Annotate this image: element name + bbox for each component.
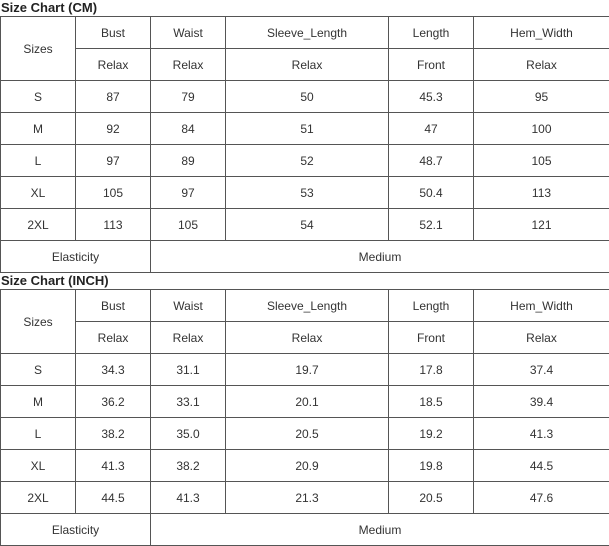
subheader-cell: Front bbox=[389, 322, 474, 354]
subheader-cell: Relax bbox=[474, 49, 609, 81]
elasticity-value: Medium bbox=[151, 241, 609, 273]
column-header-bust: Bust bbox=[76, 17, 151, 49]
table-cell: 79 bbox=[151, 81, 226, 113]
elasticity-value: Medium bbox=[151, 514, 609, 546]
column-header-bust: Bust bbox=[76, 290, 151, 322]
table-cell: 41.3 bbox=[76, 450, 151, 482]
column-header-waist: Waist bbox=[151, 17, 226, 49]
column-header-length: Length bbox=[389, 17, 474, 49]
table-cell: 31.1 bbox=[151, 354, 226, 386]
table-cell: 113 bbox=[76, 209, 151, 241]
table-cell: 54 bbox=[226, 209, 389, 241]
table-cell: 89 bbox=[151, 145, 226, 177]
subheader-cell: Front bbox=[389, 49, 474, 81]
column-header-length: Length bbox=[389, 290, 474, 322]
table-cell: 52.1 bbox=[389, 209, 474, 241]
table-cell: 52 bbox=[226, 145, 389, 177]
table-cell: 21.3 bbox=[226, 482, 389, 514]
table-cell: 34.3 bbox=[76, 354, 151, 386]
table-cell: 19.7 bbox=[226, 354, 389, 386]
table-cell: 87 bbox=[76, 81, 151, 113]
table-cell: 38.2 bbox=[76, 418, 151, 450]
sizes-header: Sizes bbox=[1, 290, 76, 354]
subheader-row bbox=[1, 322, 609, 354]
table-row bbox=[1, 386, 609, 418]
table-row bbox=[1, 354, 609, 386]
table-cell: 105 bbox=[474, 145, 609, 177]
table-cell: 105 bbox=[76, 177, 151, 209]
table-cell: 33.1 bbox=[151, 386, 226, 418]
table-cell: 17.8 bbox=[389, 354, 474, 386]
table-row bbox=[1, 482, 609, 514]
cm-size-table bbox=[0, 16, 609, 273]
size-label-cell: XL bbox=[1, 177, 76, 209]
table-cell: 47 bbox=[389, 113, 474, 145]
subheader-cell: Relax bbox=[151, 49, 226, 81]
table-cell: 20.5 bbox=[389, 482, 474, 514]
table-row bbox=[1, 209, 609, 241]
size-label-cell: S bbox=[1, 81, 76, 113]
table-cell: 97 bbox=[76, 145, 151, 177]
column-header-waist: Waist bbox=[151, 290, 226, 322]
header-row bbox=[1, 290, 609, 322]
table-cell: 35.0 bbox=[151, 418, 226, 450]
table-cell: 47.6 bbox=[474, 482, 609, 514]
size-label-cell: L bbox=[1, 145, 76, 177]
subheader-cell: Relax bbox=[474, 322, 609, 354]
size-label-cell: XL bbox=[1, 450, 76, 482]
table-cell: 92 bbox=[76, 113, 151, 145]
cm-chart-title: Size Chart (CM) bbox=[1, 0, 98, 15]
table-row bbox=[1, 81, 609, 113]
column-header-sleeve-length: Sleeve_Length bbox=[226, 290, 389, 322]
subheader-row bbox=[1, 49, 609, 81]
subheader-cell: Relax bbox=[76, 49, 151, 81]
table-cell: 44.5 bbox=[474, 450, 609, 482]
table-cell: 113 bbox=[474, 177, 609, 209]
table-cell: 48.7 bbox=[389, 145, 474, 177]
table-cell: 84 bbox=[151, 113, 226, 145]
table-cell: 19.8 bbox=[389, 450, 474, 482]
table-cell: 53 bbox=[226, 177, 389, 209]
size-label-cell: L bbox=[1, 418, 76, 450]
table-cell: 20.9 bbox=[226, 450, 389, 482]
subheader-cell: Relax bbox=[76, 322, 151, 354]
column-header-hem-width: Hem_Width bbox=[474, 290, 609, 322]
table-row bbox=[1, 145, 609, 177]
subheader-cell: Relax bbox=[226, 49, 389, 81]
table-cell: 41.3 bbox=[151, 482, 226, 514]
table-cell: 97 bbox=[151, 177, 226, 209]
table-cell: 121 bbox=[474, 209, 609, 241]
table-cell: 19.2 bbox=[389, 418, 474, 450]
subheader-cell: Relax bbox=[226, 322, 389, 354]
size-label-cell: M bbox=[1, 113, 76, 145]
table-cell: 50 bbox=[226, 81, 389, 113]
inch-chart-title: Size Chart (INCH) bbox=[1, 273, 109, 288]
table-cell: 51 bbox=[226, 113, 389, 145]
table-cell: 18.5 bbox=[389, 386, 474, 418]
table-cell: 50.4 bbox=[389, 177, 474, 209]
table-cell: 20.1 bbox=[226, 386, 389, 418]
column-header-hem-width: Hem_Width bbox=[474, 17, 609, 49]
subheader-cell: Relax bbox=[151, 322, 226, 354]
size-label-cell: 2XL bbox=[1, 209, 76, 241]
elasticity-row bbox=[1, 241, 609, 273]
size-label-cell: 2XL bbox=[1, 482, 76, 514]
table-cell: 38.2 bbox=[151, 450, 226, 482]
header-row bbox=[1, 17, 609, 49]
elasticity-row bbox=[1, 514, 609, 546]
inch-size-table bbox=[0, 289, 609, 546]
table-cell: 45.3 bbox=[389, 81, 474, 113]
table-cell: 41.3 bbox=[474, 418, 609, 450]
elasticity-label: Elasticity bbox=[1, 514, 151, 546]
table-cell: 44.5 bbox=[76, 482, 151, 514]
table-cell: 105 bbox=[151, 209, 226, 241]
table-cell: 36.2 bbox=[76, 386, 151, 418]
table-cell: 100 bbox=[474, 113, 609, 145]
size-label-cell: M bbox=[1, 386, 76, 418]
table-cell: 39.4 bbox=[474, 386, 609, 418]
size-label-cell: S bbox=[1, 354, 76, 386]
sizes-header: Sizes bbox=[1, 17, 76, 81]
table-cell: 95 bbox=[474, 81, 609, 113]
table-row bbox=[1, 450, 609, 482]
table-row bbox=[1, 113, 609, 145]
table-cell: 20.5 bbox=[226, 418, 389, 450]
elasticity-label: Elasticity bbox=[1, 241, 151, 273]
table-cell: 37.4 bbox=[474, 354, 609, 386]
table-row bbox=[1, 418, 609, 450]
column-header-sleeve-length: Sleeve_Length bbox=[226, 17, 389, 49]
table-row bbox=[1, 177, 609, 209]
